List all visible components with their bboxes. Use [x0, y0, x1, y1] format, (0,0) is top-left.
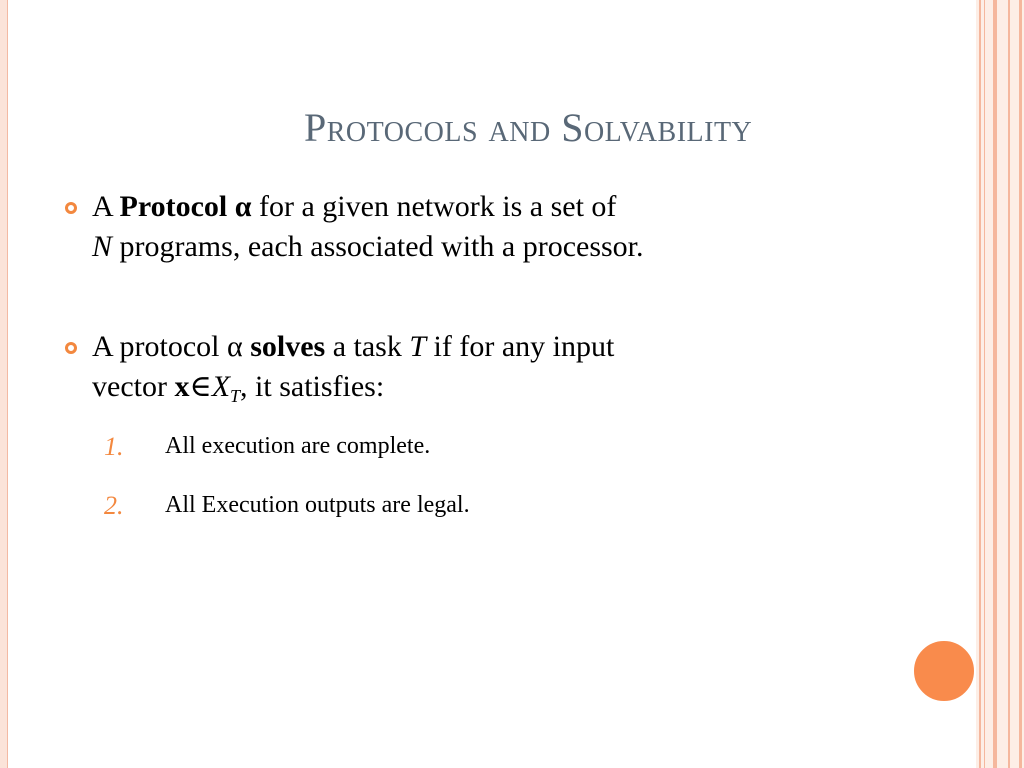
- text: A protocol α: [92, 330, 251, 363]
- left-border-rule: [0, 0, 8, 768]
- decorative-circle: [913, 640, 975, 702]
- border-stripe: [979, 0, 981, 768]
- border-stripe: [993, 0, 997, 768]
- text: programs, each associated with a processor.: [112, 230, 644, 263]
- term-solves: solves: [250, 330, 326, 363]
- text: A: [92, 190, 120, 223]
- list-number: 2.: [104, 491, 124, 520]
- list-item: All execution are complete.: [165, 433, 431, 459]
- bullet-protocol-definition: [92, 187, 832, 267]
- term-protocol: Protocol α: [119, 190, 252, 223]
- border-stripe: [1019, 0, 1022, 768]
- list-number: 1.: [104, 432, 124, 461]
- text: vector: [92, 370, 175, 403]
- text: a task: [325, 330, 410, 363]
- set-subscript: T: [230, 386, 241, 406]
- set-x: X: [211, 370, 231, 403]
- border-stripe: [1008, 0, 1010, 768]
- vector-x: x: [174, 370, 190, 403]
- element-of-symbol: ∈: [189, 370, 212, 403]
- text: , it satisfies:: [240, 370, 385, 403]
- bullet-icon: [65, 342, 77, 354]
- text: if for any input: [426, 330, 615, 363]
- list-item: All Execution outputs are legal.: [165, 492, 470, 518]
- var-t: T: [409, 330, 427, 363]
- bullet-icon: [65, 202, 77, 214]
- slide-title: Protocols and Solvability: [304, 105, 753, 150]
- var-n: N: [92, 230, 113, 263]
- bullet-solves-definition: [92, 327, 832, 416]
- border-stripe: [984, 0, 985, 768]
- text: for a given network is a set of: [251, 190, 617, 223]
